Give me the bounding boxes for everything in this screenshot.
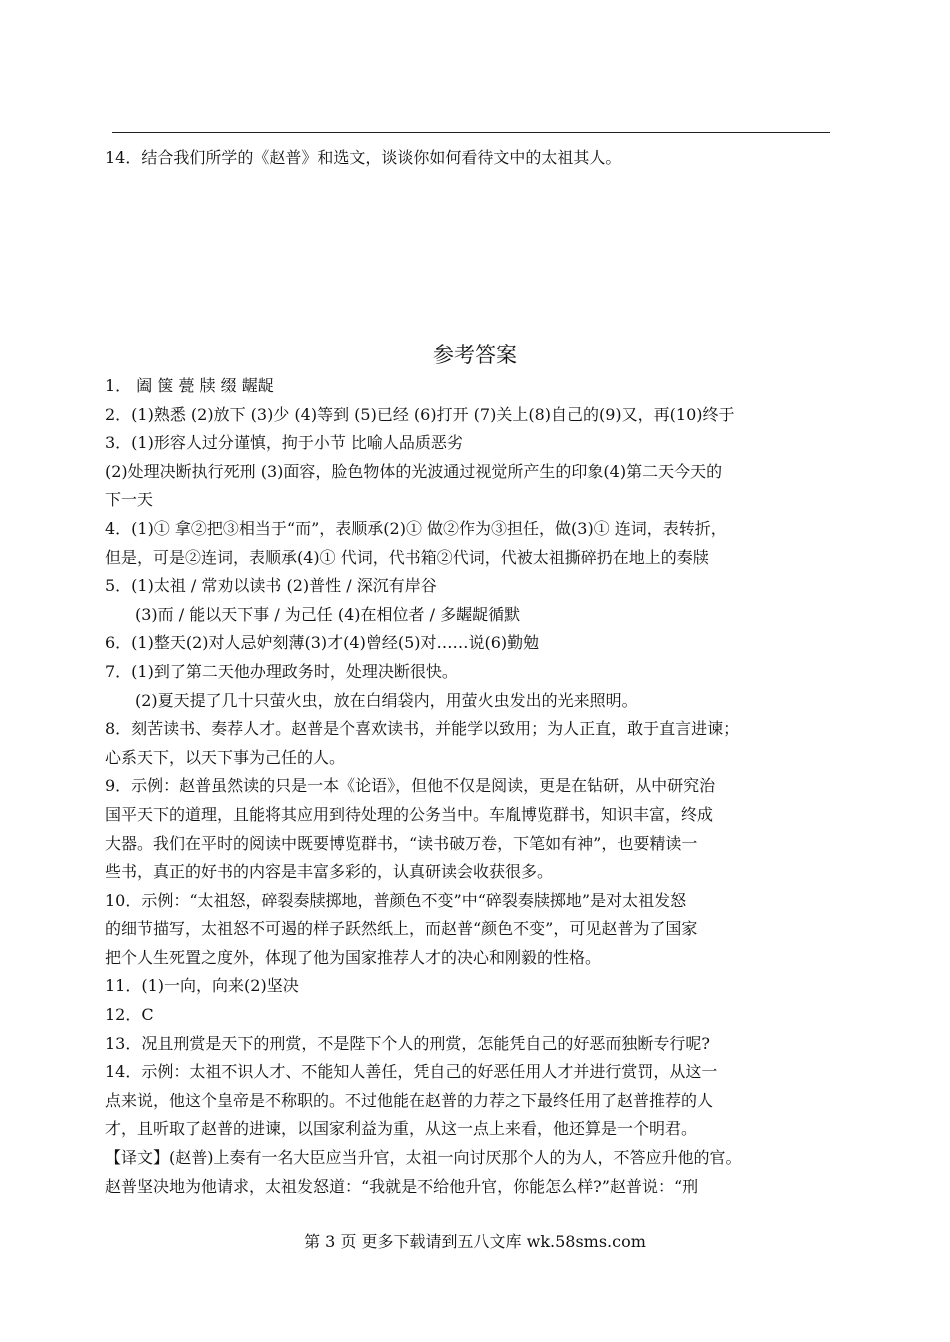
answer-line-9-continued: 些书，真正的好书的内容是丰富多彩的，认真研读会收获很多。: [105, 862, 554, 882]
answer-section-title: 参考答案: [433, 343, 517, 367]
translation-line-continued: 赵普坚决地为他请求，太祖发怒道：“我就是不给他升官，你能怎么样?”赵普说：“刑: [105, 1176, 699, 1196]
answer-line-14: 14．示例：太祖不识人才、不能知人善任，凭自己的好恶任用人才并进行赏罚，从这一: [105, 1062, 718, 1082]
answer-line-10-continued: 把个人生死置之度外，体现了他为国家推荐人才的决心和刚毅的性格。: [105, 947, 602, 967]
answer-line-8-continued: 心系天下，以天下事为己任的人。: [105, 747, 346, 767]
answer-line-4: 4．(1)① 拿②把③相当于“而”，表顺承(2)① 做②作为③担任，做(3)① 连词，表转折，: [105, 518, 727, 538]
answer-line-9-continued: 大器。我们在平时的阅读中既要博览群书，“读书破万卷，下笔如有神”，也要精读一: [105, 833, 698, 853]
answer-line-9-continued: 国平天下的道理，且能将其应用到待处理的公务当中。车胤博览群书，知识丰富，终成: [105, 804, 714, 824]
answer-line-14-continued: 才，且听取了赵普的进谏，以国家利益为重，从这一点上来看，他还算是一个明君。: [105, 1119, 698, 1139]
answer-list: [105, 372, 853, 1201]
answer-line-10-continued: 的细节描写，太祖怒不可遏的样子跃然纸上，而赵普“颜色不变”，可见赵普为了国家: [105, 919, 698, 939]
answer-line-1-words: 1． 阖 箧 甍 牍 缀 龌龊: [105, 376, 274, 395]
answer-blank-line: [112, 132, 830, 133]
question-14: 14．结合我们所学的《赵普》和选文，谈谈你如何看待文中的太祖其人。: [105, 148, 622, 167]
answer-line-14-continued: 点来说，他这个皇帝是不称职的。不过他能在赵普的力荐之下最终任用了赵普推荐的人: [105, 1090, 714, 1110]
translation-line: 【译文】(赵普)上奏有一名大臣应当升官，太祖一向讨厌那个人的为人，不答应升他的官。: [105, 1148, 742, 1168]
answer-line-6: 6．(1)整天(2)对人忌妒刻薄(3)才(4)曾经(5)对……说(6)勤勉: [105, 633, 540, 653]
answer-line-13: 13．况且刑赏是天下的刑赏，不是陛下个人的刑赏，怎能凭自己的好恶而独断专行呢?: [105, 1033, 710, 1053]
page-footer: 第 3 页 更多下载请到五八文库 wk.58sms.com: [304, 1232, 646, 1251]
answer-line-3: 3．(1)形容人过分谨慎，拘于小节 比喻人品质恶劣: [105, 433, 463, 453]
answer-line-4-continued: 但是，可是②连词，表顺承(4)① 代词，代书箱②代词，代被太祖撕碎扔在地上的奏牍: [105, 547, 709, 567]
answer-line-8: 8．刻苦读书、奏荐人才。赵普是个喜欢读书，并能学以致用；为人正直，敢于直言进谏；: [105, 719, 740, 739]
answer-line-9: 9．示例：赵普虽然读的只是一本《论语》，但他不仅是阅读，更是在钻研，从中研究治: [105, 776, 716, 796]
answer-line-7: 7．(1)到了第二天他办理政务时，处理决断很快。: [105, 661, 458, 681]
answer-line-11: 11．(1)一向，向来(2)坚决: [105, 976, 299, 996]
answer-line-3-continued: (2)处理决断执行死刑 (3)面容，脸色物体的光波通过视觉所产生的印象(4)第二天今天的: [105, 461, 723, 481]
answer-line-3-continued: 下一天: [105, 490, 154, 510]
answer-line-7-continued: (2)夏天提了几十只萤火虫，放在白绢袋内，用萤火虫发出的光来照明。: [135, 690, 638, 710]
answer-line-2: 2．(1)熟悉 (2)放下 (3)少 (4)等到 (5)已经 (6)打开 (7)关上(8)自己的(9)又，再(10)终于: [105, 404, 735, 424]
answer-line-12: 12．C: [105, 1005, 154, 1025]
answer-line-5: 5．(1)太祖 / 常劝以读书 (2)普性 / 深沉有岸谷: [105, 576, 437, 596]
answer-line-5-continued: (3)而 / 能以天下事 / 为己任 (4)在相位者 / 多龌龊循默: [135, 604, 521, 624]
answer-line-10: 10．示例：“太祖怒，碎裂奏牍掷地，普颜色不变”中“碎裂奏牍掷地”是对太祖发怒: [105, 890, 687, 910]
